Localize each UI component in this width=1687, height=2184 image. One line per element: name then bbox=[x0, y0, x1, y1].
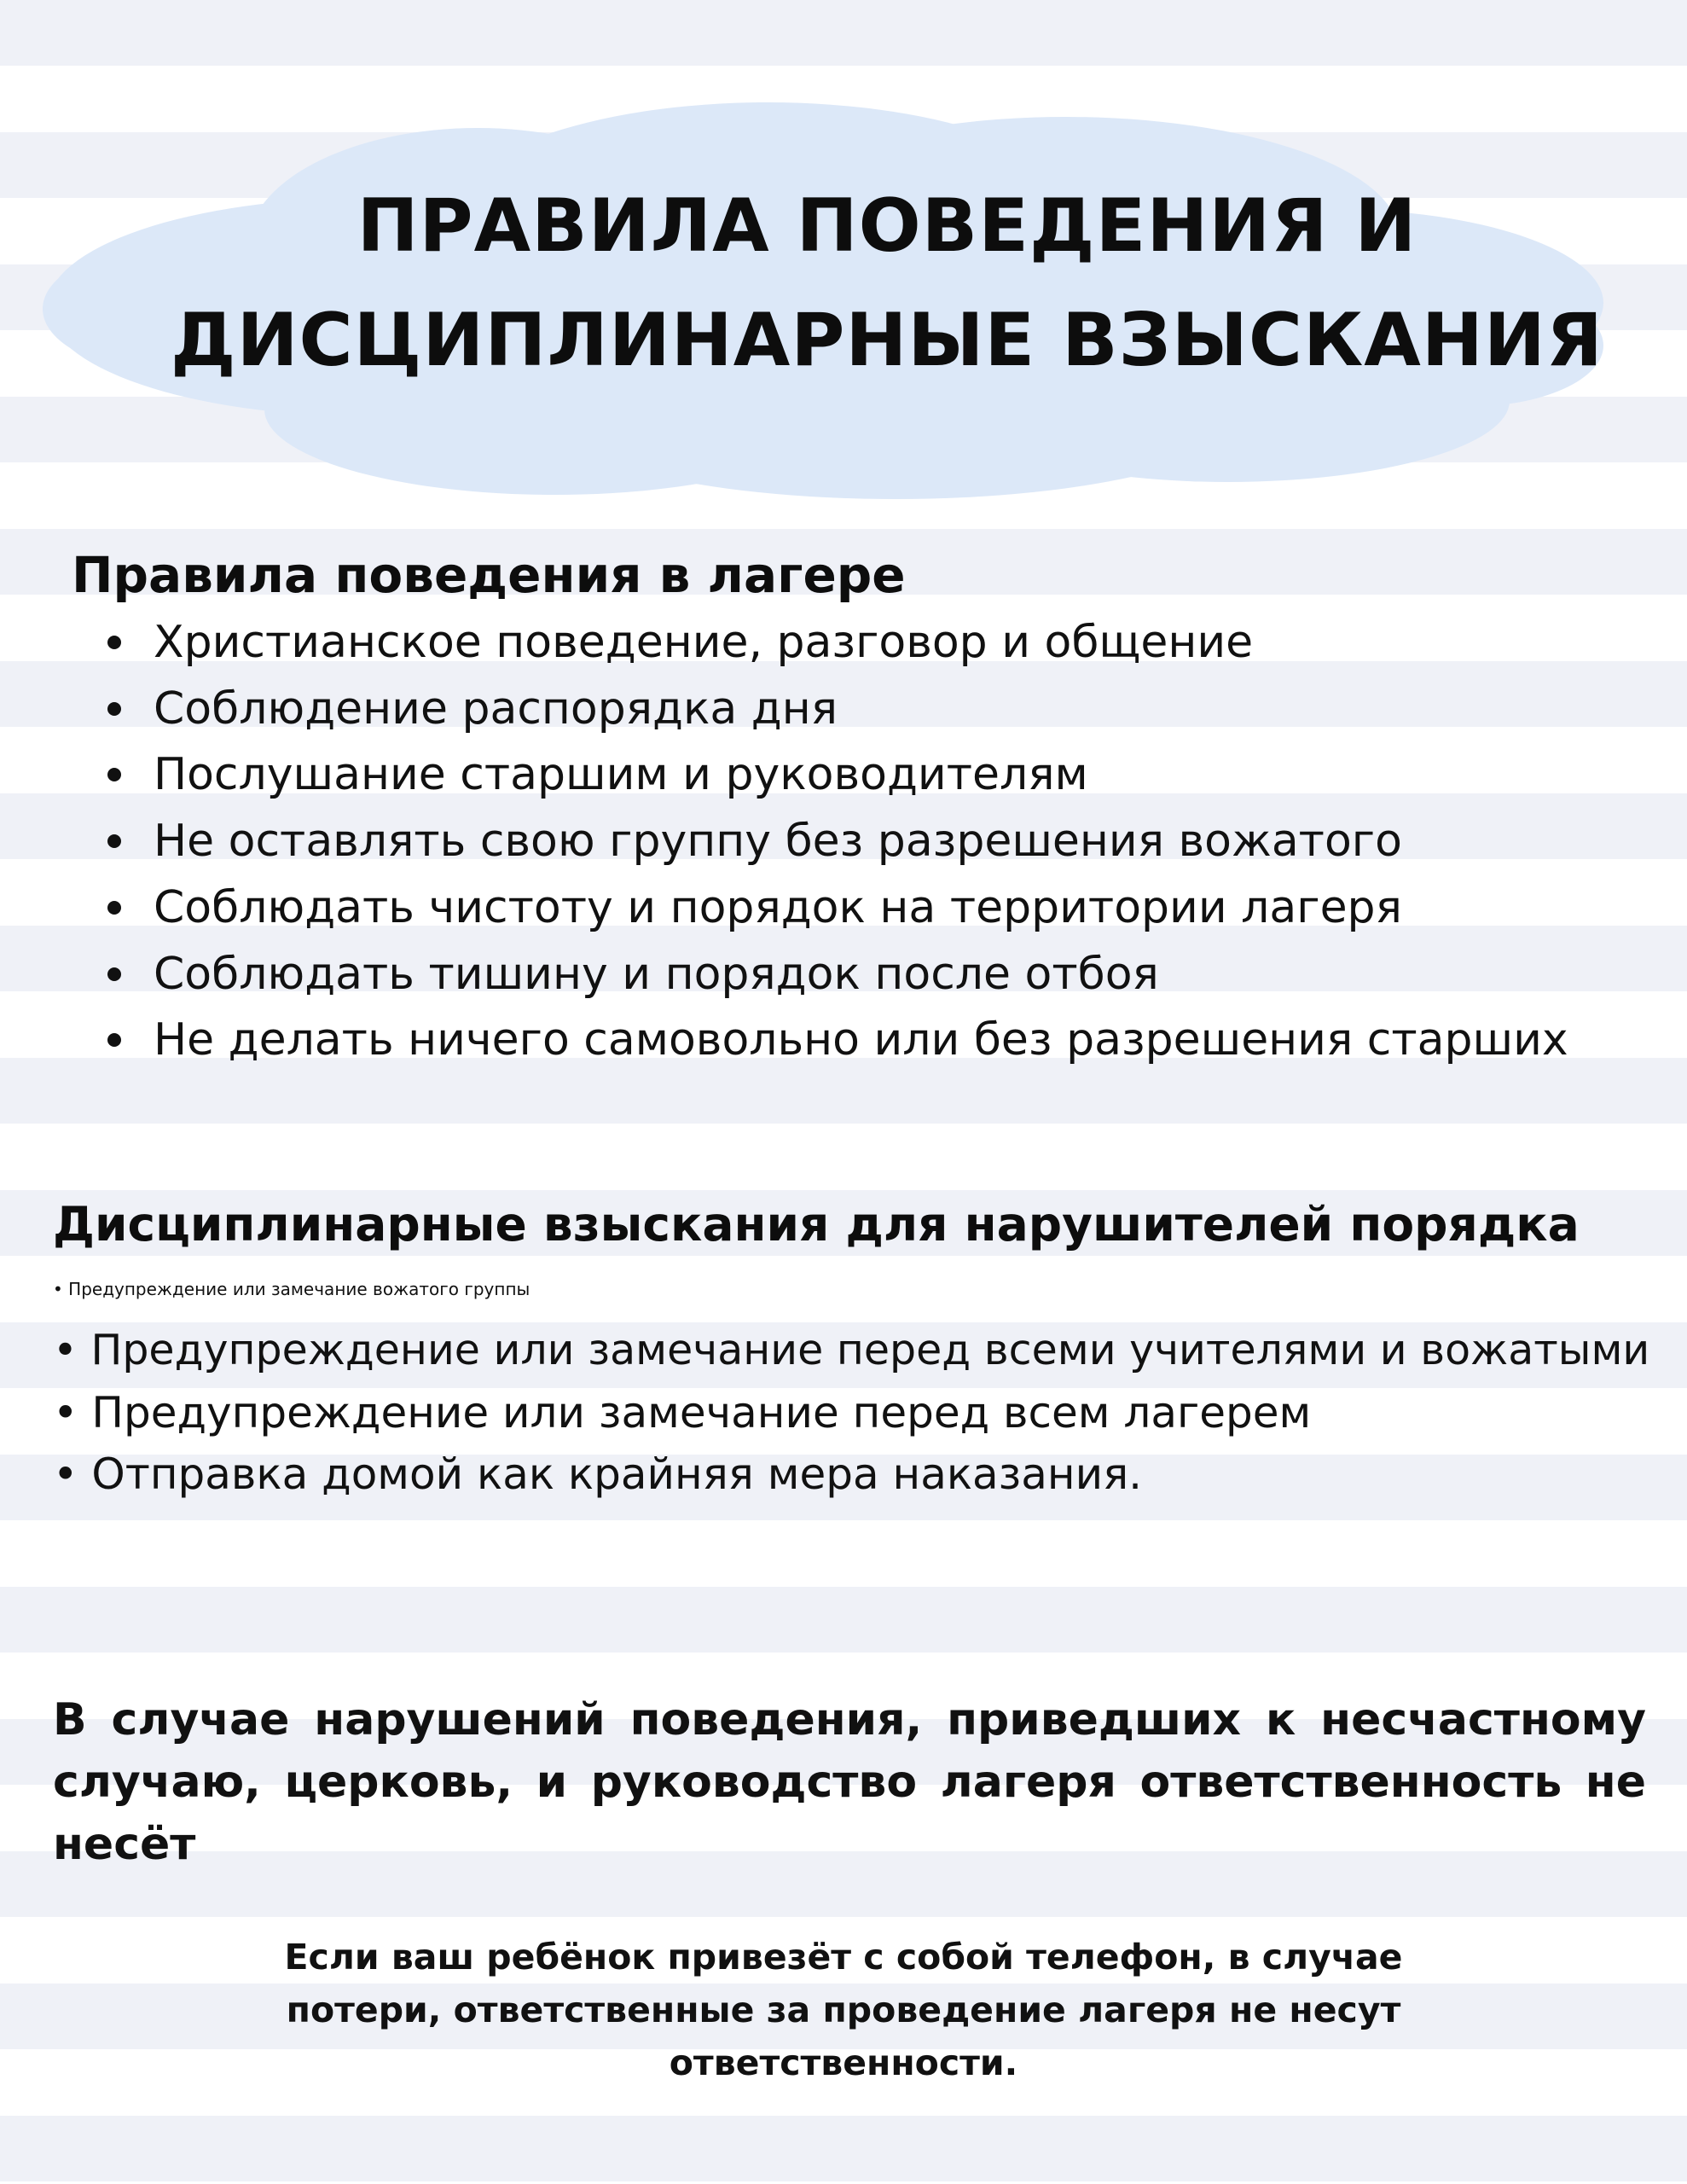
bullet-icon bbox=[107, 768, 121, 781]
phone-note: Если ваш ребёнок привезёт с собой телефон, в случае потери, ответственные за проведение лагеря не несут ответственности. bbox=[284, 1937, 1403, 2083]
discipline-list-item: • Отправка домой как крайняя мера наказания. bbox=[53, 1449, 1143, 1499]
rules-list-item-text: Не делать ничего самовольно или без разрешения старших bbox=[154, 1014, 1568, 1066]
liability-note: В случае нарушений поведения, приведших к несчастному случаю, церковь, и руководство лагеря ответственность не несёт bbox=[53, 1694, 1646, 1870]
rules-list-item-text: Послушание старшим и руководителям bbox=[154, 749, 1088, 801]
bullet-icon bbox=[107, 967, 121, 981]
rules-list-item-text: Не оставлять свою группу без разрешения вожатого bbox=[154, 816, 1402, 868]
page-title: ПРАВИЛА ПОВЕДЕНИЯ И ДИСЦИПЛИНАРНЫЕ ВЗЫСКАНИЯ bbox=[170, 183, 1604, 383]
rules-list-item bbox=[99, 875, 1568, 942]
rules-heading: Правила поведения в лагере bbox=[72, 546, 906, 604]
discipline-heading: Дисциплинарные взыскания для нарушителей порядка bbox=[53, 1197, 1580, 1252]
rules-list-item-text: Христианское поведение, разговор и общение bbox=[154, 617, 1254, 668]
rules-list-item bbox=[99, 677, 1568, 743]
bullet-icon bbox=[107, 1033, 121, 1047]
rules-list-item bbox=[99, 809, 1568, 875]
discipline-list-item: • Предупреждение или замечание вожатого группы bbox=[53, 1279, 530, 1299]
bullet-icon bbox=[107, 901, 121, 915]
discipline-list bbox=[53, 1258, 1649, 1505]
rules-list-item bbox=[99, 610, 1568, 677]
rules-list-item-text: Соблюдать чистоту и порядок на территории лагеря bbox=[154, 881, 1402, 933]
rules-list-item-text: Соблюдение распорядка дня bbox=[154, 682, 838, 735]
bullet-icon bbox=[107, 702, 121, 716]
discipline-list-item: • Предупреждение или замечание перед всеми учителями и вожатыми bbox=[53, 1326, 1650, 1375]
rules-list-item bbox=[99, 942, 1568, 1008]
discipline-list-item: • Предупреждение или замечание перед всем лагерем bbox=[53, 1387, 1312, 1438]
rules-list-item bbox=[99, 1008, 1568, 1074]
bullet-icon bbox=[107, 834, 121, 848]
rules-list-item bbox=[99, 742, 1568, 809]
rules-list-item-text: Соблюдать тишину и порядок после отбоя bbox=[154, 948, 1159, 1000]
rules-list bbox=[99, 610, 1568, 1074]
bullet-icon bbox=[107, 636, 121, 649]
